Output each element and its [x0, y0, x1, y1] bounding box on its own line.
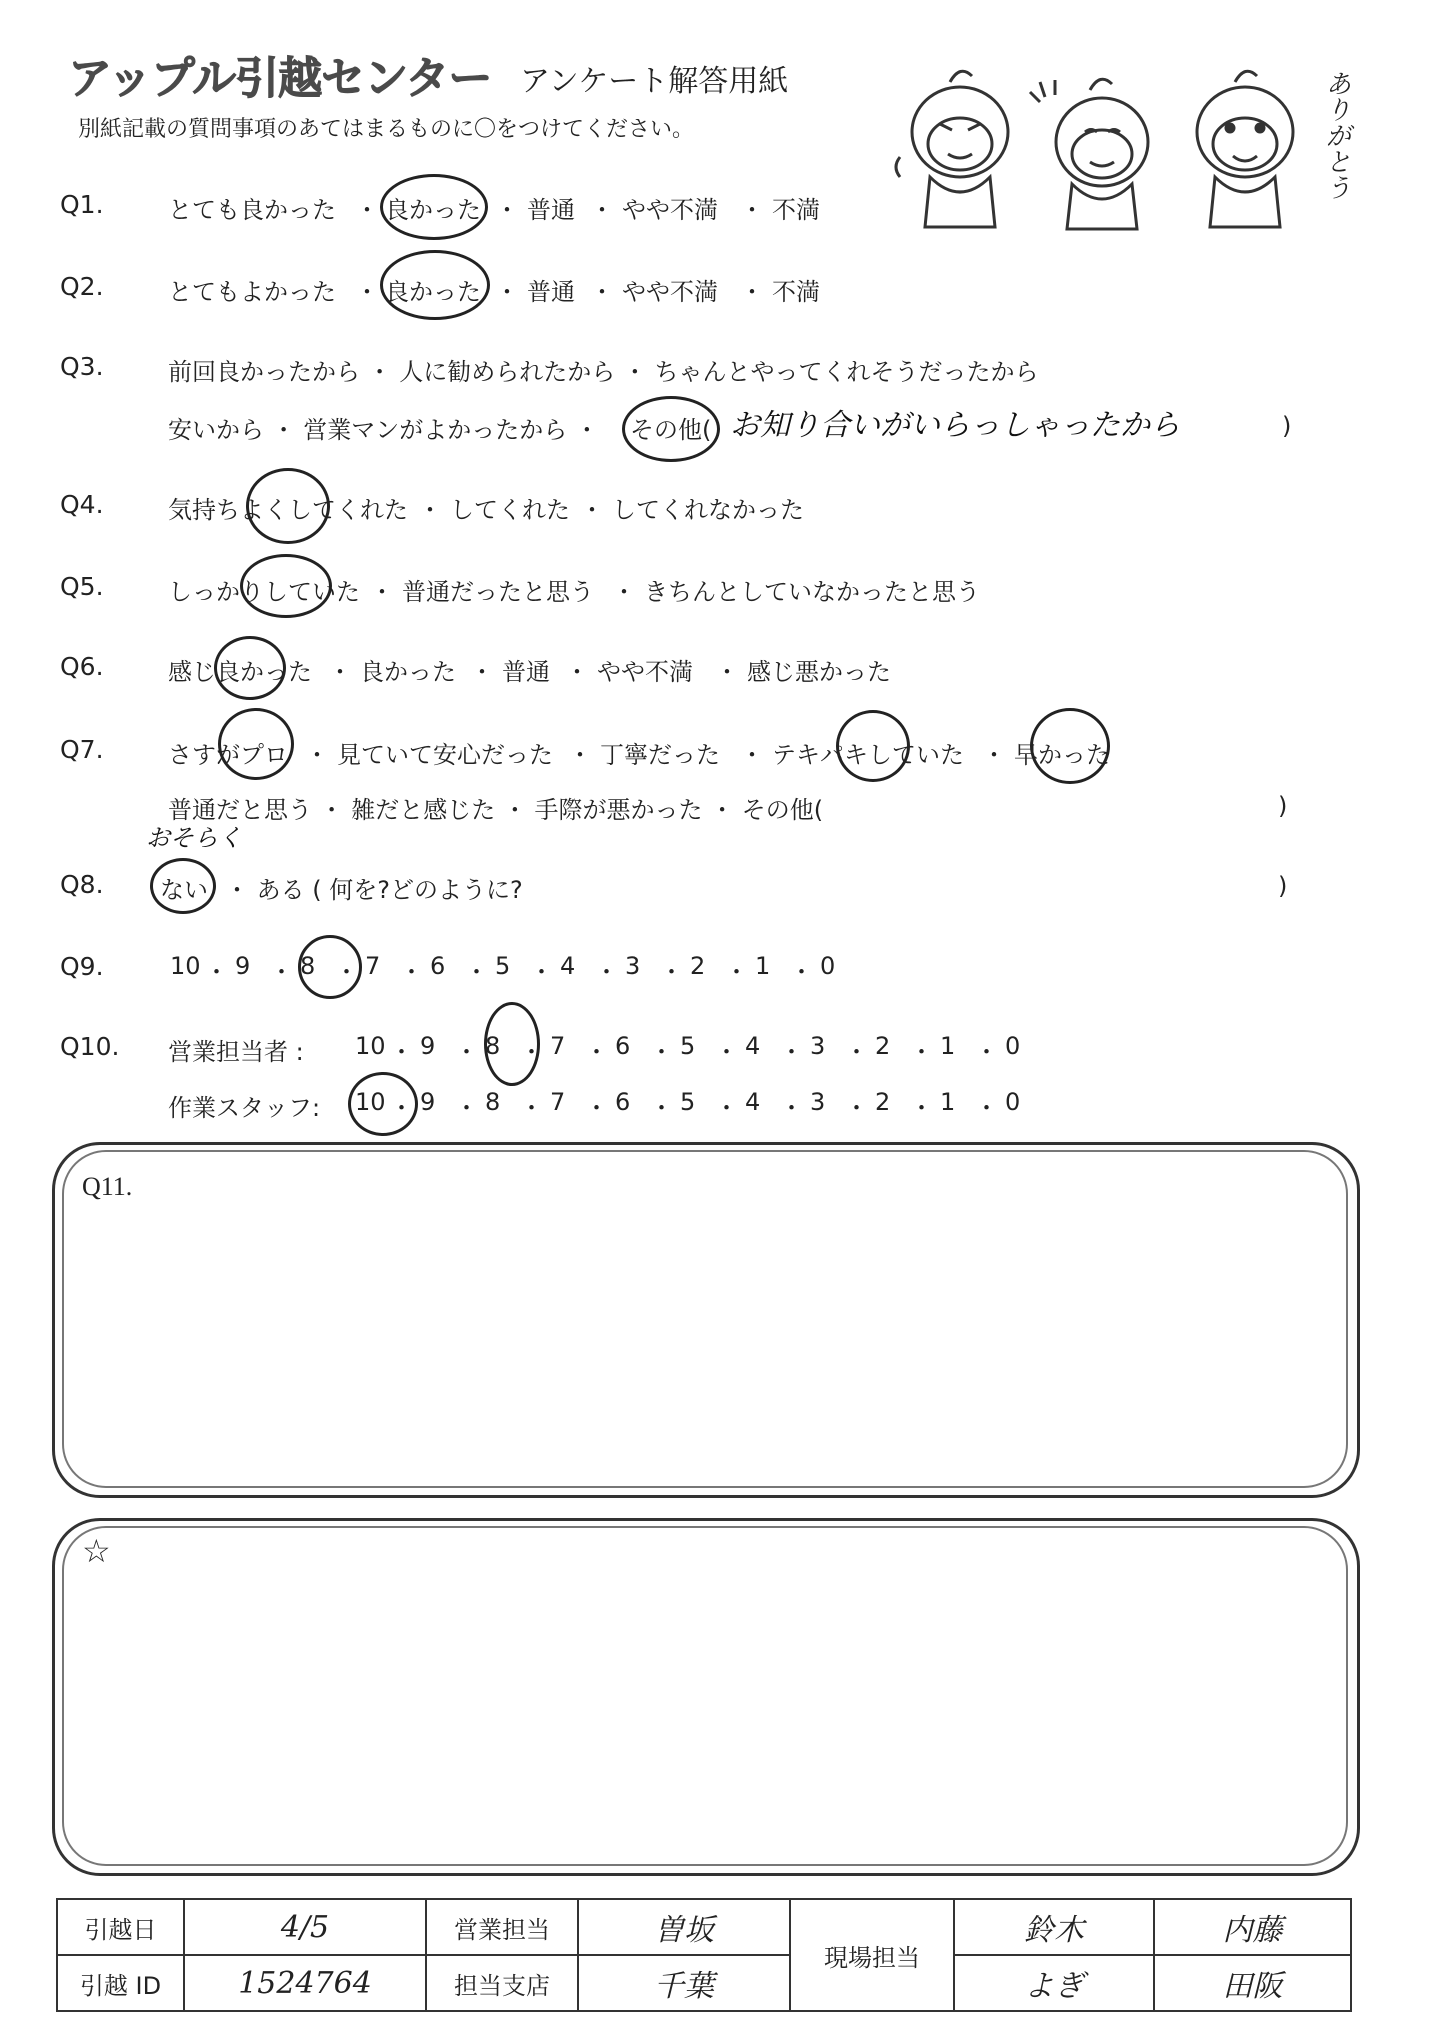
q10-sales-value-2[interactable]: 2	[875, 1032, 891, 1060]
q10-staff-separator: ・	[714, 1094, 739, 1122]
q9-separator: ・	[464, 958, 489, 986]
q7-selection-circle-3	[1030, 708, 1110, 784]
q10-staff-separator: ・	[974, 1094, 999, 1122]
q11-answer-box-inner	[62, 1150, 1348, 1488]
q7-label: Q7.	[60, 735, 104, 764]
q4-option-3[interactable]: してくれなかった	[612, 496, 804, 524]
q10-sales-separator: ・	[909, 1038, 934, 1066]
q10-staff-separator: ・	[844, 1094, 869, 1122]
q4-label: Q4.	[60, 490, 104, 519]
q9-separator: ・	[724, 958, 749, 986]
q10-sales-separator: ・	[714, 1038, 739, 1066]
q10-staff-label: 作業スタッフ:	[168, 1094, 321, 1122]
site-rep-label: 現場担当	[790, 1899, 954, 2011]
q9-value-7[interactable]: 7	[365, 952, 381, 980]
q8-label: Q8.	[60, 870, 104, 899]
q9-value-9[interactable]: 9	[235, 952, 251, 980]
q7-option-3[interactable]: 丁寧だった	[600, 741, 720, 769]
site-rep-2[interactable]: 内藤	[1154, 1899, 1351, 1955]
monkey-mascots-illustration	[890, 62, 1310, 237]
q3-selection-circle	[622, 396, 720, 462]
q2-selection-circle	[380, 250, 490, 320]
q3-label: Q3.	[60, 352, 104, 381]
q6-option-2[interactable]: 良かった	[360, 658, 456, 686]
q10-staff-separator: ・	[909, 1094, 934, 1122]
q7-selection-circle-1	[218, 708, 294, 780]
q9-value-0[interactable]: 0	[820, 952, 836, 980]
q6-selection-circle	[214, 636, 286, 700]
q7-selection-circle-2	[836, 710, 910, 782]
q1-option-1[interactable]: とても良かった	[168, 196, 336, 224]
q10-staff-separator: ・	[649, 1094, 674, 1122]
q5-option-1[interactable]: しっかりしていた	[168, 578, 360, 606]
q1-label: Q1.	[60, 190, 104, 219]
q5-option-2[interactable]: 普通だったと思う	[402, 578, 594, 606]
q10-label: Q10.	[60, 1032, 120, 1061]
sales-rep-value[interactable]: 曽坂	[578, 1899, 790, 1955]
q9-value-3[interactable]: 3	[625, 952, 641, 980]
q10-staff-separator: ・	[519, 1094, 544, 1122]
site-rep-4[interactable]: 田阪	[1154, 1955, 1351, 2011]
q9-separator: ・	[659, 958, 684, 986]
q7-option-4[interactable]: テキパキしていた	[772, 741, 964, 769]
q9-value-5[interactable]: 5	[495, 952, 511, 980]
q10-sales-separator: ・	[519, 1038, 544, 1066]
q7-option-5[interactable]: 早かった	[1014, 741, 1110, 769]
q5-option-3[interactable]: きちんとしていなかったと思う	[644, 578, 980, 606]
q10-sales-separator: ・	[389, 1038, 414, 1066]
q9-separator: ・	[594, 958, 619, 986]
q9-value-8[interactable]: 8	[300, 952, 316, 980]
q4-option-1[interactable]: 気持ちよくしてくれた	[168, 496, 408, 524]
q6-label: Q6.	[60, 652, 104, 681]
q4-selection-circle	[246, 468, 330, 544]
instructions: 別紙記載の質問事項のあてはまるものに〇をつけてください。	[78, 117, 695, 142]
q9-value-10[interactable]: 10	[170, 952, 201, 980]
q10-sales-value-9[interactable]: 9	[420, 1032, 436, 1060]
q3-options-line1[interactable]: 前回良かったから ・ 人に勧められたから ・ ちゃんとやってくれそうだったから	[168, 358, 1039, 386]
q10-staff-value-5[interactable]: 5	[680, 1088, 696, 1116]
q10-staff-value-10[interactable]: 10	[355, 1088, 386, 1116]
q10-sales-value-10[interactable]: 10	[355, 1032, 386, 1060]
q10-staff-value-3[interactable]: 3	[810, 1088, 826, 1116]
q3-other-answer[interactable]: お知り合いがいらっしゃったから	[730, 408, 1180, 443]
sales-rep-label: 営業担当	[426, 1899, 578, 1955]
q10-staff-selection-circle	[348, 1072, 418, 1136]
move-id-label: 引越 ID	[57, 1955, 184, 2011]
q7-options-line2[interactable]: 普通だと思う ・ 雑だと感じた ・ 手際が悪かった ・ その他(	[168, 796, 824, 824]
site-rep-1[interactable]: 鈴木	[954, 1899, 1154, 1955]
q10-staff-separator: ・	[779, 1094, 804, 1122]
q9-value-6[interactable]: 6	[430, 952, 446, 980]
q10-sales-value-6[interactable]: 6	[615, 1032, 631, 1060]
q9-separator: ・	[204, 958, 229, 986]
q1-option-2[interactable]: 良かった	[385, 196, 481, 224]
q6-option-4[interactable]: やや不満	[597, 658, 693, 686]
q1-option-4[interactable]: やや不満	[622, 196, 718, 224]
form-title: アンケート解答用紙	[520, 64, 789, 99]
q10-staff-value-0[interactable]: 0	[1005, 1088, 1021, 1116]
q9-separator: ・	[399, 958, 424, 986]
q9-selection-circle	[298, 935, 362, 999]
q6-option-1[interactable]: 感じ良かった	[168, 658, 312, 686]
q9-value-2[interactable]: 2	[690, 952, 706, 980]
q9-separator: ・	[789, 958, 814, 986]
q9-value-1[interactable]: 1	[755, 952, 771, 980]
q8-option-some[interactable]: ・ ある ( 何を?どのように?	[225, 876, 523, 904]
q10-sales-separator: ・	[584, 1038, 609, 1066]
q4-option-2[interactable]: してくれた	[450, 496, 570, 524]
star-label: ☆	[82, 1533, 111, 1569]
q10-sales-separator: ・	[779, 1038, 804, 1066]
q10-staff-value-9[interactable]: 9	[420, 1088, 436, 1116]
q10-sales-value-5[interactable]: 5	[680, 1032, 696, 1060]
q10-sales-value-7[interactable]: 7	[550, 1032, 566, 1060]
q10-sales-separator: ・	[454, 1038, 479, 1066]
footer-table	[56, 1898, 1352, 2012]
q10-sales-selection-circle	[484, 1002, 540, 1086]
q2-option-1[interactable]: とてもよかった	[168, 278, 336, 306]
q2-option-5[interactable]: 不満	[772, 278, 820, 306]
q10-staff-separator: ・	[454, 1094, 479, 1122]
q10-staff-value-1[interactable]: 1	[940, 1088, 956, 1116]
q10-staff-value-2[interactable]: 2	[875, 1088, 891, 1116]
branch-value[interactable]: 千葉	[578, 1955, 790, 2011]
q1-option-3[interactable]: 普通	[527, 196, 575, 224]
q8-selection-circle	[150, 858, 216, 914]
q10-staff-value-8[interactable]: 8	[485, 1088, 501, 1116]
branch-label: 担当支店	[426, 1955, 578, 2011]
q10-sales-label: 営業担当者 :	[168, 1038, 304, 1066]
q9-separator: ・	[269, 958, 294, 986]
site-rep-3[interactable]: よぎ	[954, 1955, 1154, 2011]
q9-separator: ・	[334, 958, 359, 986]
q6-option-3[interactable]: 普通	[502, 658, 550, 686]
thanks-text: ありがとう	[1321, 70, 1351, 200]
q3-options-line2[interactable]: 安いから ・ 営業マンがよかったから ・	[168, 416, 599, 444]
q10-sales-value-1[interactable]: 1	[940, 1032, 956, 1060]
move-date-value[interactable]: 4/5	[184, 1899, 426, 1955]
q10-staff-value-4[interactable]: 4	[745, 1088, 761, 1116]
q3-option-other[interactable]: その他(	[630, 416, 712, 444]
q8-option-none[interactable]: ない	[160, 876, 208, 904]
q5-selection-circle	[240, 554, 332, 618]
company-title: アップル引越センター	[68, 53, 492, 104]
q10-staff-value-7[interactable]: 7	[550, 1088, 566, 1116]
q7-option-1[interactable]: さすがプロ	[168, 741, 288, 769]
q9-label: Q9.	[60, 952, 104, 981]
q6-option-5[interactable]: 感じ悪かった	[747, 658, 891, 686]
q10-sales-separator: ・	[974, 1038, 999, 1066]
q10-sales-value-4[interactable]: 4	[745, 1032, 761, 1060]
q11-label: Q11.	[82, 1172, 133, 1201]
q2-option-3[interactable]: 普通	[527, 278, 575, 306]
q7-option-2[interactable]: 見ていて安心だった	[337, 741, 553, 769]
q10-staff-separator: ・	[389, 1094, 414, 1122]
q10-sales-separator: ・	[649, 1038, 674, 1066]
q10-staff-value-6[interactable]: 6	[615, 1088, 631, 1116]
q10-staff-separator: ・	[584, 1094, 609, 1122]
q2-option-4[interactable]: やや不満	[622, 278, 718, 306]
q10-sales-value-3[interactable]: 3	[810, 1032, 826, 1060]
q10-sales-value-0[interactable]: 0	[1005, 1032, 1021, 1060]
q2-label: Q2.	[60, 272, 104, 301]
comment-box-inner	[62, 1526, 1348, 1866]
q1-option-5[interactable]: 不満	[772, 196, 820, 224]
move-id-value[interactable]: 1524764	[184, 1955, 426, 2011]
q9-value-4[interactable]: 4	[560, 952, 576, 980]
move-date-label: 引越日	[57, 1899, 184, 1955]
q1-selection-circle	[380, 174, 488, 240]
q5-label: Q5.	[60, 572, 104, 601]
q10-sales-separator: ・	[844, 1038, 869, 1066]
q8-note: おそらく	[146, 824, 242, 852]
q9-separator: ・	[529, 958, 554, 986]
q2-option-2[interactable]: 良かった	[385, 278, 481, 306]
q10-sales-value-8[interactable]: 8	[485, 1032, 501, 1060]
